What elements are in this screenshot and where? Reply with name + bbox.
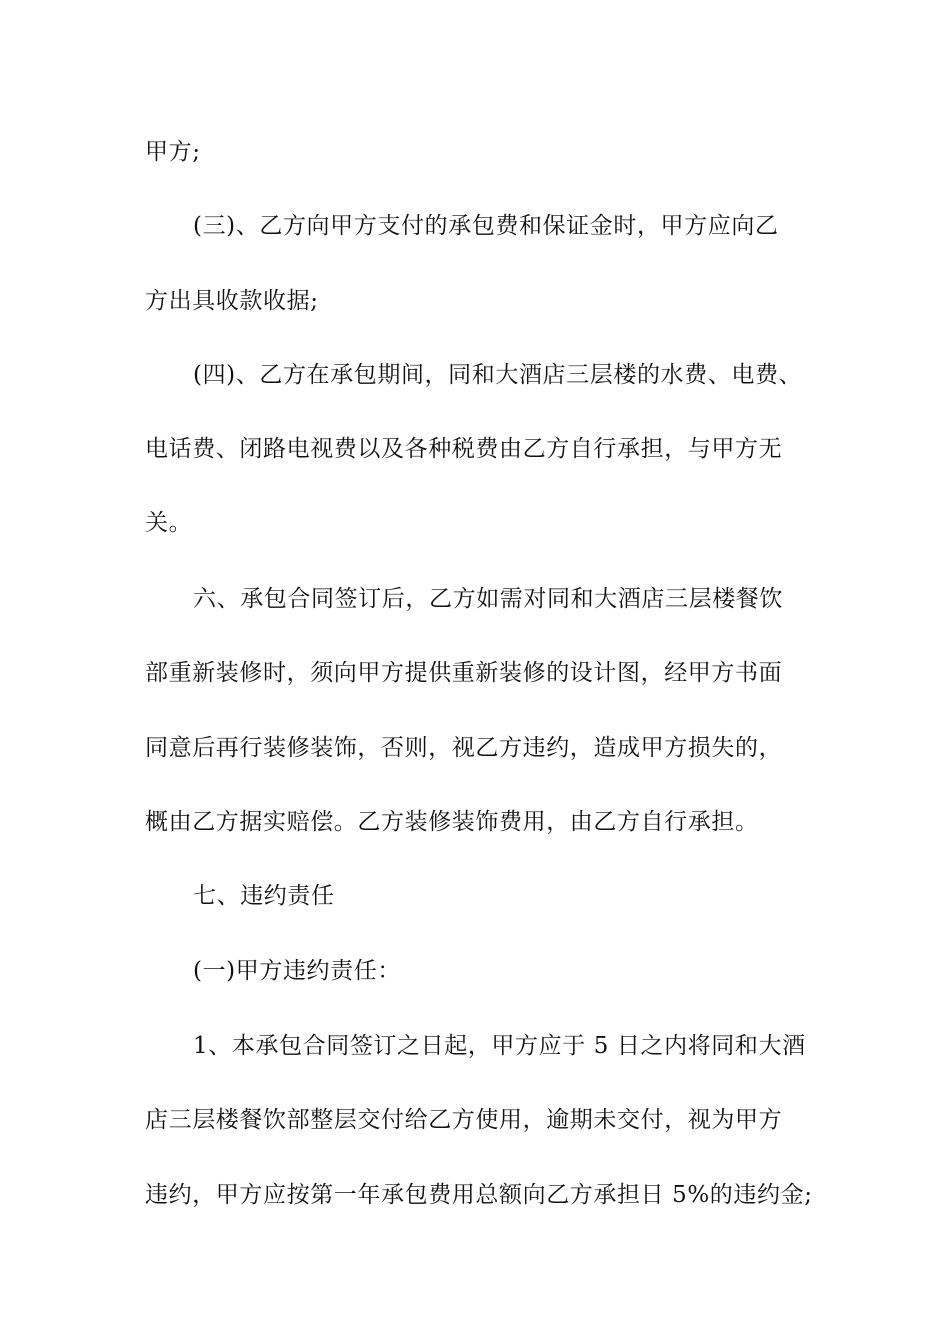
text-line: 七、违约责任 [193,883,335,909]
text-line: 违约，甲方应按第一年承包费用总额向乙方承担日 5%的违约金; [145,1182,813,1208]
text-line: 部重新装修时，须向甲方提供重新装修的设计图，经甲方书面 [145,660,783,686]
text-line: (三)、乙方向甲方支付的承包费和保证金时，甲方应向乙 [193,213,779,239]
text-line: 店三层楼餐饮部整层交付给乙方使用，逾期未交付，视为甲方 [145,1107,783,1133]
text-line: (四)、乙方在承包期间，同和大酒店三层楼的水费、电费、 [193,362,803,388]
text-line: 概由乙方据实赔偿。乙方装修装饰费用，由乙方自行承担。 [145,809,759,835]
text-line: 同意后再行装修装饰，否则，视乙方违约，造成甲方损失的， [145,735,783,761]
text-line: (一)甲方违约责任： [193,958,401,984]
text-line: 六、承包合同签订后，乙方如需对同和大酒店三层楼餐饮 [193,586,783,612]
text-line: 方出具收款收据; [145,288,319,314]
text-line: 电话费、闭路电视费以及各种税费由乙方自行承担，与甲方无 [145,436,783,462]
text-line: 关。 [145,510,193,536]
text-line: 甲方; [145,139,201,165]
text-line: 1、本承包合同签订之日起，甲方应于 5 日之内将同和大酒 [193,1033,806,1059]
